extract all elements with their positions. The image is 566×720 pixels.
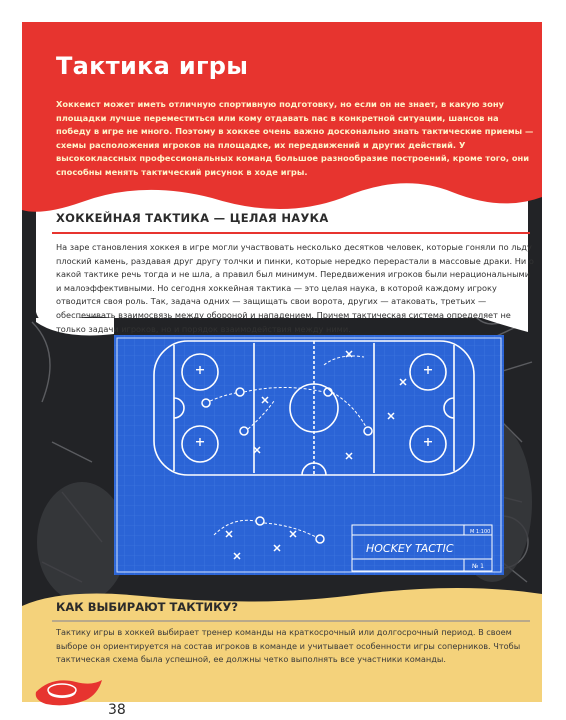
blueprint-sheet-number: № 1 <box>472 563 484 570</box>
hockey-tactic-blueprint <box>114 335 504 575</box>
blueprint-title: HOCKEY TACTIC <box>366 542 454 555</box>
section-heading-science: ХОККЕЙНАЯ ТАКТИКА — ЦЕЛАЯ НАУКА <box>56 211 329 225</box>
section-heading-choice: КАК ВЫБИРАЮТ ТАКТИКУ? <box>56 600 239 614</box>
intro-paragraph: Хоккеист может иметь отличную спортивную подготовку, но если он не знает, в какую зону площадки лучше переместиться или кому отдавать пас в конкретной ситуации, шансов на победу в игре не много. Поэтому в хоккее очень важно досконально знать тактические приемы — схемы расположения игроков на площадке, их передвижений и других действий. У высококлассных профессиональных команд большое разнообразие построений, кроме того, они способны менять тактический рисунок в ходе игры. <box>56 99 534 177</box>
page-title: Тактика игры <box>56 52 249 80</box>
heading-divider <box>52 232 530 234</box>
blueprint-scale: М 1:100 <box>470 529 491 535</box>
heading-divider-choice <box>52 620 530 622</box>
section-body-choice: Тактику игры в хоккей выбирает тренер команды на краткосрочный или долгосрочный период. В своем выборе он ориентируется на состав игроков в команде и учитывает особенности игры соперников. Чтобы тактическая схема была успешной, ее должны четко выполнять все участники команды. <box>56 627 521 665</box>
page-number: 38 <box>108 702 126 718</box>
puck-flame-icon <box>32 670 152 710</box>
section-body-science: На заре становления хоккея в игре могли участвовать несколько десятков человек, которые гоняли по льду плоский камень, раздавая друг другу толчки и пинки, которые нередко перерастали в массовые драки. Ни о какой тактике речь тогда и не шла, а правил был минимум. Передвижения игроков были нерациональными и малоэффективными. Но сегодня хоккейная тактика — это целая наука, в которой каждому игроку отводится своя роль. Так, задача одних — защищать свои ворота, других — атаковать, третьих — обеспечивать взаимосвязь между обороной и нападением. Причем тактическая система определяет не только задачи игроков, но и порядок взаимодействия между ними. <box>56 242 534 334</box>
page-frame <box>22 22 542 718</box>
